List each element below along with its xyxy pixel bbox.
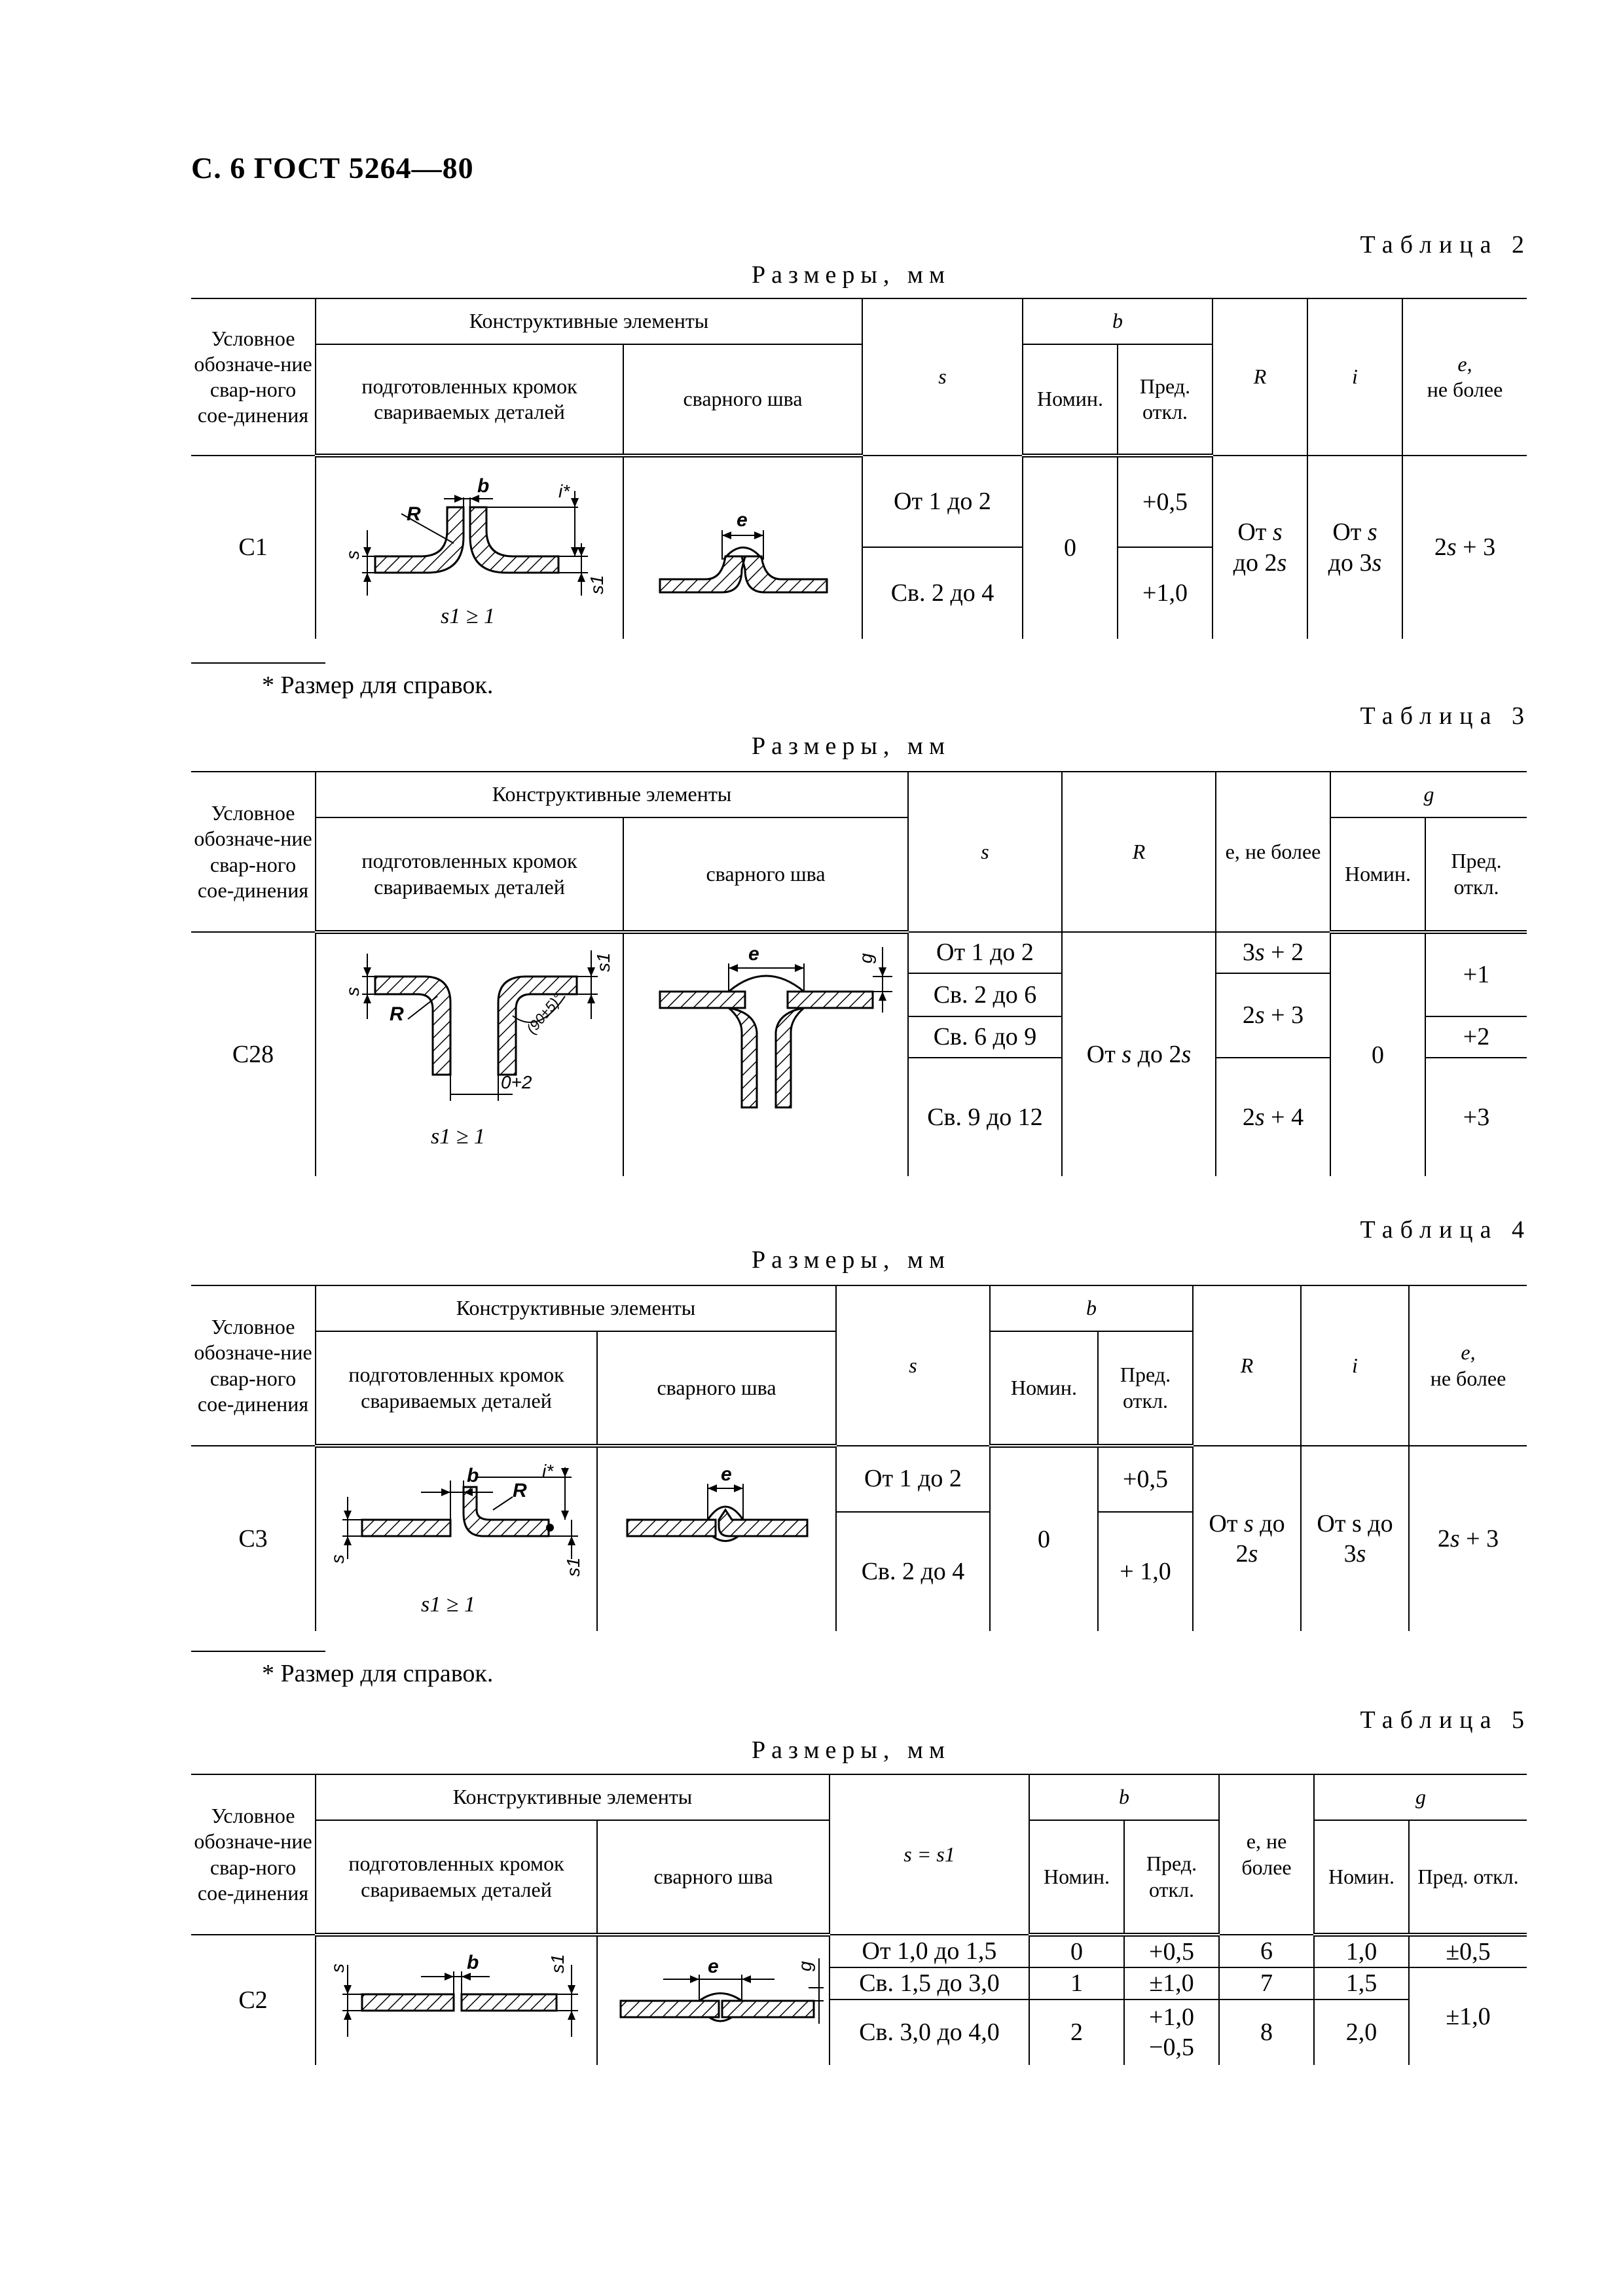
table3-col-s: s	[981, 839, 989, 863]
table4-col-b: b	[1086, 1296, 1097, 1320]
page-header: С. 6 ГОСТ 5264—80	[191, 151, 474, 185]
table5	[191, 1774, 1527, 2065]
table2	[191, 298, 1527, 639]
svg-text:e: e	[708, 1955, 719, 1977]
table5-e-row3: 8	[1219, 2000, 1314, 2065]
table3-col-g-nom: Номин.	[1330, 817, 1425, 932]
table3-e-row2: 2s + 3	[1216, 973, 1330, 1058]
table5-g-tol-row2: ±1,0	[1409, 1967, 1527, 2064]
table4-col-prepared: подготовленных кромок свариваемых деталей	[316, 1331, 597, 1446]
table3-R: От s до 2s	[1062, 932, 1216, 1176]
table5-col-e: e, не более	[1219, 1774, 1314, 1935]
table4-b-nom: 0	[990, 1446, 1098, 1631]
svg-text:s1: s1	[547, 1954, 568, 1973]
table5-b-tol-row2: ±1,0	[1124, 1967, 1219, 1999]
table3-g-tol-row1: +1	[1425, 932, 1527, 1016]
c2-weld-drawing	[598, 1939, 830, 2063]
svg-text:s1: s1	[593, 952, 613, 972]
table2-col-s: s	[938, 365, 947, 389]
svg-text:i*: i*	[542, 1461, 554, 1481]
table3-col-e: e, не более	[1216, 772, 1330, 932]
table3-dims: Размеры, мм	[751, 732, 951, 760]
table4-col-i: i	[1352, 1353, 1358, 1377]
table3-col-prepared: подготовленных кромок свариваемых деталей	[316, 817, 623, 932]
table4	[191, 1285, 1527, 1631]
table3-s-row2: Св. 2 до 6	[908, 973, 1062, 1016]
table5-dims: Размеры, мм	[751, 1736, 951, 1764]
table3-caption: Таблица 3	[1360, 702, 1531, 730]
table5-s-row3: Св. 3,0 до 4,0	[830, 2000, 1029, 2065]
table5-col-g: g	[1415, 1785, 1426, 1809]
c2-prepared-drawing	[316, 1939, 598, 2063]
c28-prepared-drawing	[316, 934, 624, 1176]
table3-s-row1: От 1 до 2	[908, 932, 1062, 973]
table2-col-b: b	[1112, 309, 1123, 333]
table3-g-tol-row3: +3	[1425, 1058, 1527, 1176]
svg-text:s: s	[327, 1554, 348, 1564]
svg-text:R: R	[390, 1003, 404, 1025]
table3-col-elements: Конструктивные элементы	[316, 772, 908, 817]
table5-col-b-tol: Пред. откл.	[1124, 1820, 1219, 1935]
table2-col-designation: Условное обозначе-ние свар-ного сое-динения	[191, 298, 316, 456]
table5-b-tol-row3	[1124, 2000, 1219, 2065]
svg-text:e: e	[737, 509, 748, 531]
table2-col-b-nom: Номин.	[1023, 344, 1118, 456]
table4-col-R: R	[1240, 1353, 1254, 1377]
table4-footnote-rule	[191, 1651, 325, 1652]
table2-code: С1	[191, 456, 316, 639]
table4-caption: Таблица 4	[1360, 1216, 1531, 1244]
table2-col-prepared: подготовленных кромок свариваемых деталей	[316, 344, 623, 456]
table5-b-nom-row3: 2	[1029, 2000, 1124, 2065]
table2-b-nom: 0	[1023, 456, 1118, 639]
table5-g-tol-row1: ±0,5	[1409, 1935, 1527, 1967]
table4-col-b-nom: Номин.	[990, 1331, 1098, 1446]
table2-caption: Таблица 2	[1360, 231, 1531, 259]
table2-col-elements: Конструктивные элементы	[316, 298, 862, 344]
table5-e-row1: 6	[1219, 1935, 1314, 1967]
table4-col-b-tol: Пред. откл.	[1098, 1331, 1193, 1446]
table4-prepared-figure	[316, 1446, 597, 1631]
table3-prepared-figure	[316, 932, 623, 1176]
table3-g-nom: 0	[1330, 932, 1425, 1176]
table4-dims: Размеры, мм	[751, 1246, 951, 1274]
table5-g-nom-row1: 1,0	[1314, 1935, 1409, 1967]
table2-R: От s до 2s	[1213, 456, 1307, 639]
table3-s-row3: Св. 6 до 9	[908, 1016, 1062, 1058]
svg-text:R: R	[513, 1480, 527, 1501]
table2-prepared-figure	[316, 456, 623, 639]
table5-b-tol-row3-minus: −0,5	[1149, 2034, 1194, 2062]
table2-col-R: R	[1253, 365, 1267, 389]
table2-b-tol-row2: +1,0	[1118, 547, 1213, 639]
table4-R: От s до 2s	[1193, 1446, 1301, 1631]
svg-text:e: e	[748, 943, 759, 965]
table2-weld-figure	[623, 456, 862, 639]
table4-e: 2s + 3	[1409, 1446, 1527, 1631]
svg-text:b: b	[467, 1465, 479, 1486]
table4-b-tol-row1: +0,5	[1098, 1446, 1193, 1512]
table5-s-row2: Св. 1,5 до 3,0	[830, 1967, 1029, 1999]
table5-col-designation: Условное обозначе-ние свар-ного сое-динения	[191, 1774, 316, 1935]
table5-col-b-nom: Номин.	[1029, 1820, 1124, 1935]
svg-text:s: s	[327, 1963, 348, 1973]
table4-col-e: e,	[1461, 1340, 1476, 1365]
table2-b-tol-row1: +0,5	[1118, 456, 1213, 547]
table5-col-g-nom: Номин.	[1314, 1820, 1409, 1935]
table5-b-nom-row1: 0	[1029, 1935, 1124, 1967]
c28-note: s1 ≥ 1	[431, 1124, 485, 1149]
table3-s-row4: Св. 9 до 12	[908, 1058, 1062, 1176]
table5-b-tol-row3-plus: +1,0	[1149, 2003, 1194, 2031]
table4-i: От s до 3s	[1301, 1446, 1409, 1631]
table3-col-g: g	[1423, 782, 1434, 806]
c1-note: s1 ≥ 1	[441, 604, 495, 628]
table2-dims: Размеры, мм	[751, 261, 951, 289]
table3-g-tol-row2: +2	[1425, 1016, 1527, 1058]
table4-col-weld: сварного шва	[597, 1331, 836, 1446]
table5-s-row1: От 1,0 до 1,5	[830, 1935, 1029, 1967]
table3-col-g-tol: Пред. откл.	[1425, 817, 1527, 932]
table3-e-row1: 3s + 2	[1216, 932, 1330, 973]
table3-col-R: R	[1132, 839, 1146, 863]
table5-code: С2	[191, 1935, 316, 2065]
svg-text:i*: i*	[558, 481, 570, 501]
table5-g-nom-row3: 2,0	[1314, 2000, 1409, 2065]
table5-b-nom-row2: 1	[1029, 1967, 1124, 1999]
svg-text:s: s	[342, 550, 363, 560]
svg-text:e: e	[721, 1463, 732, 1485]
table2-s-row1: От 1 до 2	[862, 456, 1023, 547]
table3-weld-figure	[623, 932, 908, 1176]
svg-text:R: R	[407, 503, 421, 525]
svg-text:s: s	[342, 987, 363, 996]
svg-text:b: b	[467, 1951, 479, 1973]
c3-note: s1 ≥ 1	[421, 1592, 475, 1617]
table3-col-designation: Условное обозначе-ние свар-ного сое-динения	[191, 772, 316, 932]
table2-e: 2s + 3	[1402, 456, 1527, 639]
svg-text:g: g	[795, 1961, 815, 1971]
table5-col-weld: сварного шва	[597, 1820, 830, 1935]
table4-footnote: * Размер для справок.	[262, 1660, 494, 1687]
table5-g-nom-row2: 1,5	[1314, 1967, 1409, 1999]
table4-col-s: s	[909, 1353, 917, 1377]
table3-e-row3: 2s + 4	[1216, 1058, 1330, 1176]
table2-footnote-rule	[191, 662, 325, 664]
table5-caption: Таблица 5	[1360, 1706, 1531, 1734]
table4-col-designation: Условное обозначе-ние свар-ного сое-динения	[191, 1285, 316, 1446]
c28-angle-note: (90±5)°	[522, 990, 566, 1037]
table5-weld-figure	[597, 1935, 830, 2065]
table5-col-s: s = s1	[903, 1842, 955, 1866]
table3	[191, 771, 1527, 1176]
table5-col-elements: Конструктивные элементы	[316, 1774, 830, 1820]
table5-col-prepared: подготовленных кромок свариваемых деталей	[316, 1820, 597, 1935]
table2-col-i: i	[1352, 365, 1358, 389]
svg-text:s1: s1	[563, 1557, 583, 1577]
table2-i: От s до 3s	[1307, 456, 1402, 639]
svg-text:s1: s1	[587, 575, 607, 594]
svg-text:g: g	[856, 953, 876, 963]
table3-code: С28	[191, 932, 316, 1176]
c1-prepared-drawing	[316, 458, 624, 638]
svg-text:b: b	[477, 475, 490, 497]
table4-b-tol-row2: + 1,0	[1098, 1512, 1193, 1631]
c3-prepared-drawing	[316, 1448, 598, 1631]
table5-b-tol-row1: +0,5	[1124, 1935, 1219, 1967]
table5-col-g-tol: Пред. откл.	[1409, 1820, 1527, 1935]
c28-gap-note: 0+2	[501, 1072, 532, 1092]
c1-weld-drawing	[624, 458, 863, 638]
table2-col-e-note: не более	[1427, 378, 1503, 401]
table4-col-elements: Конструктивные элементы	[316, 1285, 836, 1331]
table4-col-e-note: не более	[1430, 1366, 1506, 1390]
table2-col-weld: сварного шва	[623, 344, 862, 456]
table2-col-e: e,	[1457, 351, 1472, 376]
table4-s-row2: Св. 2 до 4	[836, 1512, 990, 1631]
table3-col-weld: сварного шва	[623, 817, 908, 932]
table2-footnote: * Размер для справок.	[262, 672, 494, 699]
table4-code: С3	[191, 1446, 316, 1631]
c3-weld-drawing	[598, 1448, 837, 1631]
table2-col-b-tol: Пред. откл.	[1118, 344, 1213, 456]
table5-e-row2: 7	[1219, 1967, 1314, 1999]
table5-prepared-figure	[316, 1935, 597, 2065]
table5-col-b: b	[1119, 1785, 1129, 1809]
table4-s-row1: От 1 до 2	[836, 1446, 990, 1512]
table4-weld-figure	[597, 1446, 836, 1631]
c28-weld-drawing	[624, 934, 909, 1176]
table2-s-row2: Св. 2 до 4	[862, 547, 1023, 639]
